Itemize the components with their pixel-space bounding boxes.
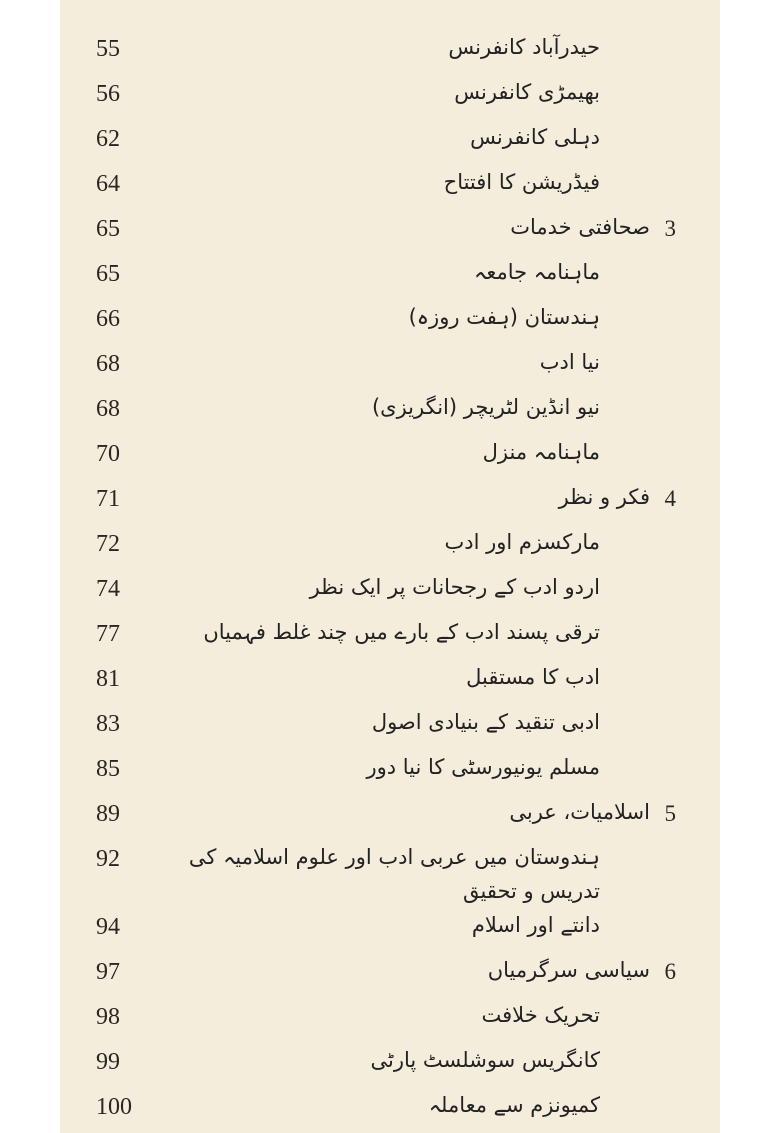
section-number: 3 [664, 216, 676, 241]
toc-entry [60, 998, 720, 1043]
entry-title: ماہنامہ جامعہ [474, 260, 600, 284]
page-number: 68 [96, 351, 120, 377]
page-number: 74 [96, 576, 120, 602]
page-number: 55 [96, 36, 120, 62]
page-number: 81 [96, 666, 120, 692]
page-number: 70 [96, 441, 120, 467]
entry-title: نیا ادب [539, 350, 600, 374]
entry-title: ہندوستان میں عربی ادب اور علوم اسلامیہ کی تدریس و تحقیق [188, 845, 600, 903]
entry-title: ماہنامہ منزل [482, 440, 600, 464]
page-number: 71 [96, 486, 120, 512]
entry-title: سیاسی سرگرمیاں [487, 958, 650, 982]
section-number: 6 [664, 959, 676, 984]
entry-title: اردو ادب کے رجحانات پر ایک نظر [309, 575, 600, 599]
page-number: 72 [96, 531, 120, 557]
page-number: 64 [96, 171, 120, 197]
section-number: 5 [664, 801, 676, 826]
page-number: 66 [96, 306, 120, 332]
entry-title: ترقی پسند ادب کے بارے میں چند غلط فہمیاں [203, 620, 600, 644]
toc-entry [60, 953, 720, 998]
entry-title: فیڈریشن کا افتتاح [443, 170, 600, 194]
toc-entry [60, 30, 720, 75]
entry-title: دانتے اور اسلام [471, 913, 600, 937]
entry-title: ادبی تنقید کے بنیادی اصول [371, 710, 600, 734]
toc-entry [60, 300, 720, 345]
entry-title: صحافتی خدمات [510, 215, 650, 239]
toc-entry [60, 255, 720, 300]
page-number: 62 [96, 126, 120, 152]
toc-entry [60, 615, 720, 660]
toc-entry [60, 210, 720, 255]
toc-page [60, 0, 720, 1133]
toc-entry [60, 1043, 720, 1088]
toc-entry [60, 165, 720, 210]
entry-title: اسلامیات، عربی [509, 800, 650, 824]
entry-title: فکر و نظر [558, 485, 650, 509]
toc-entry [60, 840, 720, 908]
entry-title: تحریک خلافت [481, 1003, 600, 1027]
page-number: 65 [96, 216, 120, 242]
section-number: 4 [664, 486, 676, 511]
page-number: 65 [96, 261, 120, 287]
toc-entry [60, 435, 720, 480]
toc-entry [60, 750, 720, 795]
entry-title: کمیونزم سے معاملہ [428, 1093, 600, 1117]
toc-entry [60, 908, 720, 953]
page-number: 92 [96, 846, 120, 872]
entry-title: نیو انڈین لٹریچر (انگریزی) [371, 395, 600, 419]
page-number: 77 [96, 621, 120, 647]
page-number: 85 [96, 756, 120, 782]
toc-entry [60, 75, 720, 120]
toc-entry [60, 480, 720, 525]
page-number: 56 [96, 81, 120, 107]
entry-title: مسلم یونیورسٹی کا نیا دور [366, 755, 600, 779]
toc-entry [60, 705, 720, 750]
entry-title: بھیمڑی کانفرنس [454, 80, 600, 104]
entry-title: ہندستان (ہفت روزہ) [408, 305, 600, 329]
page-number: 94 [96, 914, 120, 940]
page-number: 100 [96, 1094, 132, 1120]
entry-title: ادب کا مستقبل [466, 665, 600, 689]
toc-entry [60, 660, 720, 705]
toc-entry [60, 525, 720, 570]
page-number: 83 [96, 711, 120, 737]
page-number: 98 [96, 1004, 120, 1030]
toc-entry [60, 120, 720, 165]
entry-title: حیدرآباد کانفرنس [448, 35, 600, 59]
toc-entry [60, 345, 720, 390]
entry-title: دہلی کانفرنس [470, 125, 600, 149]
page-number: 97 [96, 959, 120, 985]
page-number: 68 [96, 396, 120, 422]
page-number: 99 [96, 1049, 120, 1075]
toc-entry [60, 390, 720, 435]
toc-entry [60, 1088, 720, 1133]
entry-title: کانگریس سوشلسٹ پارٹی [370, 1048, 600, 1072]
entry-title: مارکسزم اور ادب [444, 530, 600, 554]
page-number: 89 [96, 801, 120, 827]
toc-entry [60, 570, 720, 615]
toc-entry [60, 795, 720, 840]
